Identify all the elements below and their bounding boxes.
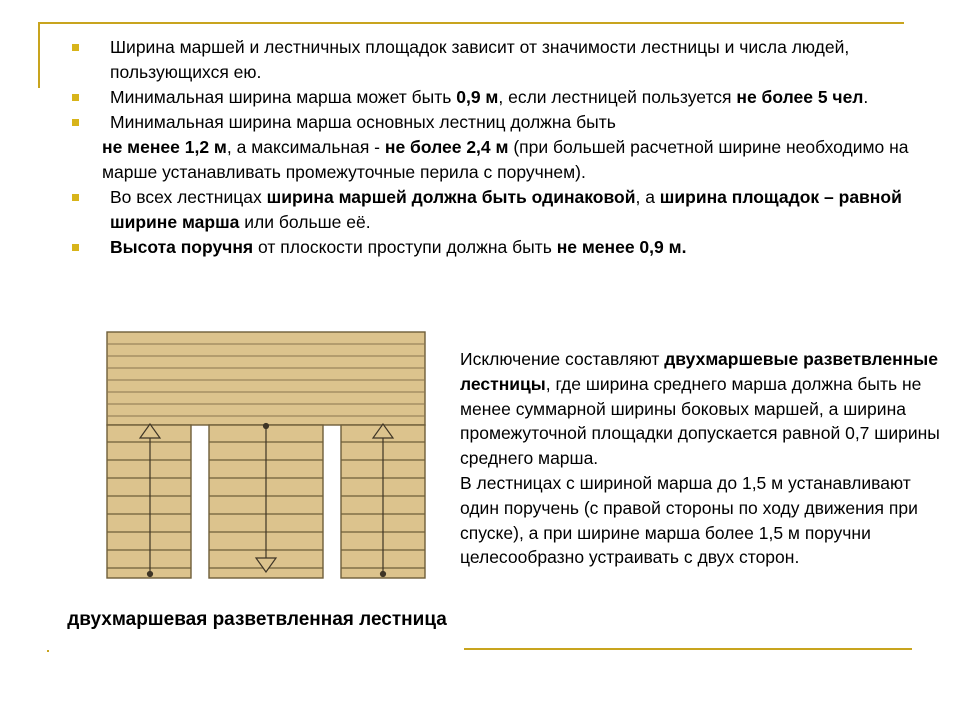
- bullet-item: [72, 110, 942, 185]
- bold-term: двухмаршевые разветвленные лестницы: [460, 349, 938, 394]
- bold-text: не более 2,4 м: [384, 137, 509, 157]
- bold-text: Высота поручня: [110, 237, 254, 257]
- bullet-item: [72, 35, 942, 85]
- left-flight: [107, 425, 191, 578]
- bold-text: не менее 1,2 м: [102, 137, 227, 157]
- text-span: (при большей расчетной ширине необходимо на марше устанавливать промежуточные перила с поручнем).: [102, 137, 909, 182]
- frame-top-line: [38, 22, 904, 24]
- frame-left-line: [38, 22, 40, 88]
- side-text: [460, 347, 950, 570]
- text-span: или больше её.: [239, 212, 371, 232]
- text-span: Минимальная ширина марша может быть: [110, 87, 457, 107]
- text-span: , а: [635, 187, 660, 207]
- bullet-item: [72, 235, 942, 260]
- square-bullet-icon: [72, 244, 79, 251]
- square-bullet-icon: [72, 94, 79, 101]
- text-span: Минимальная ширина марша основных лестниц должна быть: [110, 112, 616, 132]
- text-span: .: [863, 87, 869, 107]
- bold-text: не более 5 чел: [736, 87, 864, 107]
- text-span: Исключение составляют: [460, 349, 665, 369]
- bold-text: ширина маршей должна быть одинаковой: [266, 187, 636, 207]
- text-span: от плоскости проступи должна быть: [253, 237, 557, 257]
- text-span: Ширина маршей и лестничных площадок зависит от значимости лестницы и числа людей, пользующихся ею.: [110, 37, 850, 82]
- landing: [107, 332, 425, 425]
- square-bullet-icon: [72, 194, 79, 201]
- frame-bottom-line: [464, 648, 912, 650]
- exception-paragraph: [460, 347, 950, 471]
- bold-text: не менее 0,9 м.: [556, 237, 687, 257]
- text-span: , а максимальная -: [226, 137, 385, 157]
- text-span: , если лестницей пользуется: [498, 87, 737, 107]
- bold-text: 0,9 м: [456, 87, 499, 107]
- bullet-continuation: [102, 135, 942, 185]
- bullet-list: [72, 35, 942, 260]
- diagram-caption: двухмаршевая разветвленная лестница: [67, 609, 447, 630]
- square-bullet-icon: [72, 44, 79, 51]
- staircase-diagram: [104, 330, 428, 580]
- text-span: , где ширина среднего марша должна быть не менее суммарной ширины боковых маршей, а ширина промежуточной площадки допускается равной 0,7 ширины среднего марша.: [460, 373, 940, 469]
- square-bullet-icon: [72, 119, 79, 126]
- handrail-paragraph: В лестницах с шириной марша до 1,5 м устанавливают один поручень (с правой стороны по ходу движения при спуске), а при ширине марша более 1,5 м поручни целесообразно устраивать с двух сторон.: [460, 472, 918, 568]
- decor-dot: [47, 650, 49, 652]
- text-span: Во всех лестницах: [110, 187, 267, 207]
- bullet-item: [72, 85, 942, 110]
- bold-text: ширина площадок – равной ширине марша: [110, 187, 902, 232]
- bullet-item: [72, 185, 942, 235]
